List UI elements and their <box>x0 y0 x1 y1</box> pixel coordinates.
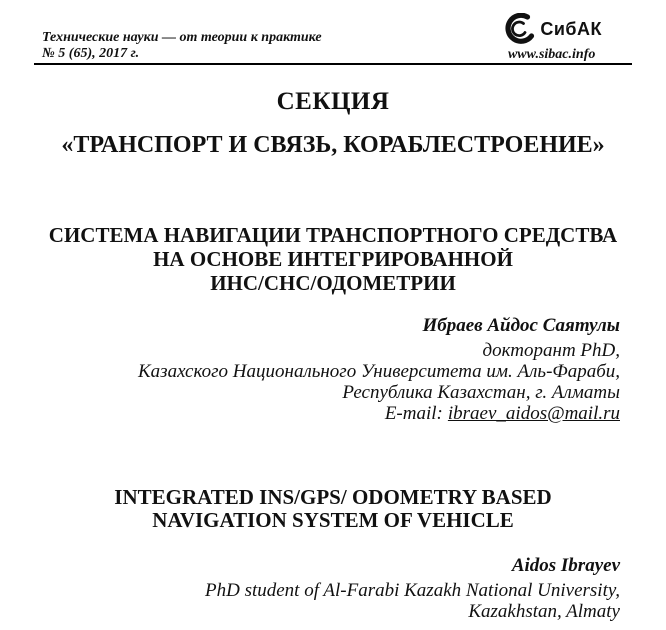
author-role-ru: докторант PhD, <box>482 340 620 361</box>
website-link[interactable]: www.sibac.info <box>507 47 596 62</box>
author-affiliation-ru: Казахского Национального Университета им. Аль-Фараби, <box>138 361 620 382</box>
journal-title: Технические науки — от теории к практике <box>42 30 322 45</box>
article-title-ru <box>34 223 632 295</box>
article-title-ru-line2: НА ОСНОВЕ ИНТЕГРИРОВАННОЙ <box>153 247 513 271</box>
email-label: E-mail: <box>384 403 443 424</box>
author-name-ru: Ибраев Айдос Саятулы <box>422 315 620 336</box>
email-line <box>34 403 620 424</box>
section-name: «ТРАНСПОРТ И СВЯЗЬ, КОРАБЛЕСТРОЕНИЕ» <box>61 132 605 158</box>
article-title-en-line1: INTEGRATED INS/GPS/ ODOMETRY BASED <box>114 485 552 509</box>
publisher-block <box>501 13 602 63</box>
article-title-en <box>34 486 632 532</box>
sibac-crescent-icon <box>501 13 535 46</box>
author-name-en: Aidos Ibrayev <box>511 555 620 576</box>
journal-info <box>34 30 322 63</box>
author-block-ru <box>34 315 632 424</box>
sibac-logo <box>501 13 602 46</box>
page-body <box>34 87 632 622</box>
sibac-logo-text: СибАК <box>540 19 602 39</box>
journal-issue: № 5 (65), 2017 г. <box>42 46 140 61</box>
section-label: СЕКЦИЯ <box>276 88 390 115</box>
article-title-ru-line1: СИСТЕМА НАВИГАЦИИ ТРАНСПОРТНОГО СРЕДСТВА <box>48 223 618 247</box>
page-header <box>34 0 632 65</box>
article-title-en-line2: NAVIGATION SYSTEM OF VEHICLE <box>152 508 514 532</box>
author-affiliation-en: PhD student of Al-Farabi Kazakh National University, <box>205 580 620 601</box>
author-location-ru: Республика Казахстан, г. Алматы <box>342 382 620 403</box>
email-link[interactable]: ibraev_aidos@mail.ru <box>447 403 620 424</box>
article-title-ru-line3: ИНС/СНС/ОДОМЕТРИИ <box>210 271 456 295</box>
author-location-en: Kazakhstan, Almaty <box>468 601 620 622</box>
author-block-en <box>34 555 632 622</box>
